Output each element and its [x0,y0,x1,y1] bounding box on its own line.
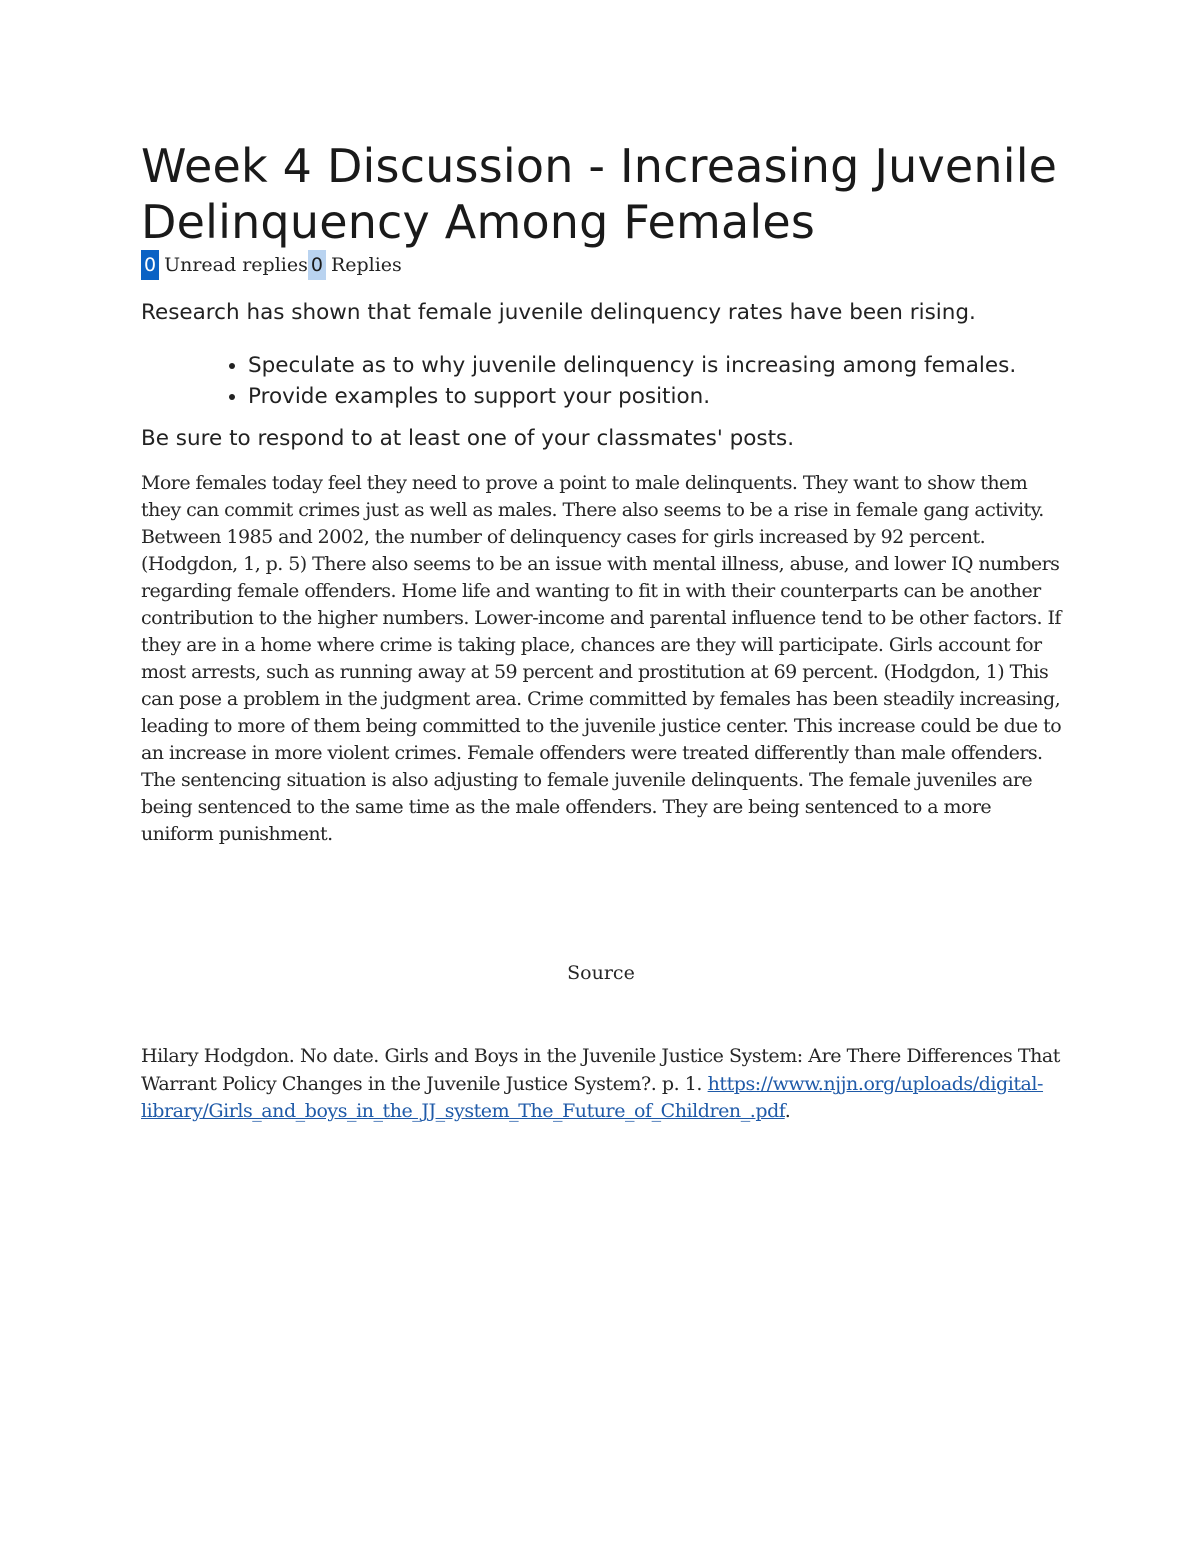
citation-link-line2: library/Girls_and_boys_in_the_JJ_system_The_Future_of_Children_.pdf [141,1100,785,1122]
prompt-bullet-list [141,352,1061,410]
page-title: Week 4 Discussion - Increasing Juvenile Delinquency Among Females [141,139,1058,249]
prompt-intro: Research has shown that female juvenile delinquency rates have been rising. [141,300,976,325]
post-body: More females today feel they need to prove a point to male delinquents. They want to show them they can commit crimes just as well as males. There also seems to be a rise in female gang activity. Between 1985 and 2002, the number of delinquency cases for girls increased by 92 percent. (Hodgdon, 1, p. 5) There also seems to be an issue with mental illness, abuse, and lower IQ numbers regarding female offenders. Home life and wanting to fit in with their counterparts can be another contribution to the higher numbers. Lower-income and parental influence tend to be other factors. If they are in a home where crime is taking place, chances are they will participate. Girls account for most arrests, such as running away at 59 percent and prostitution at 69 percent. (Hodgdon, 1) This can pose a problem in the judgment area. Crime committed by females has been steadily increasing, leading to more of them being committed to the juvenile justice center. This increase could be due to an increase in more violent crimes. Female offenders were treated differently than male offenders. The sentencing situation is also adjusting to female juvenile delinquents. The female juveniles are being sentenced to the same time as the male offenders. They are being sentenced to a more uniform punishment. [141,472,1062,845]
discussion-page [141,138,1061,1126]
citation-trailing-period: . [784,1100,791,1122]
replies-count-badge[interactable]: 0 [308,250,326,280]
citation [141,1043,1061,1126]
unread-count-badge[interactable]: 0 [141,250,159,280]
replies-label: Replies [330,254,402,276]
citation-link-line1: https://www.njjn.org/uploads/digital- [707,1072,1044,1095]
citation-text: Hilary Hodgdon. No date. Girls and Boys in the Juvenile Justice System: Are There Differences That Warrant Policy Changes in the Juvenile Justice System?. p. 1. [141,1045,1060,1095]
reply-counts [141,250,1061,280]
prompt-closing: Be sure to respond to at least one of your classmates' posts. [141,426,795,451]
prompt-bullet-item: • Provide examples to support your position. [248,383,1061,410]
source-heading: Source [567,962,635,984]
unread-replies-label: Unread replies [164,254,308,276]
prompt-bullet-item: • Speculate as to why juvenile delinquency is increasing among females. [248,352,1061,379]
